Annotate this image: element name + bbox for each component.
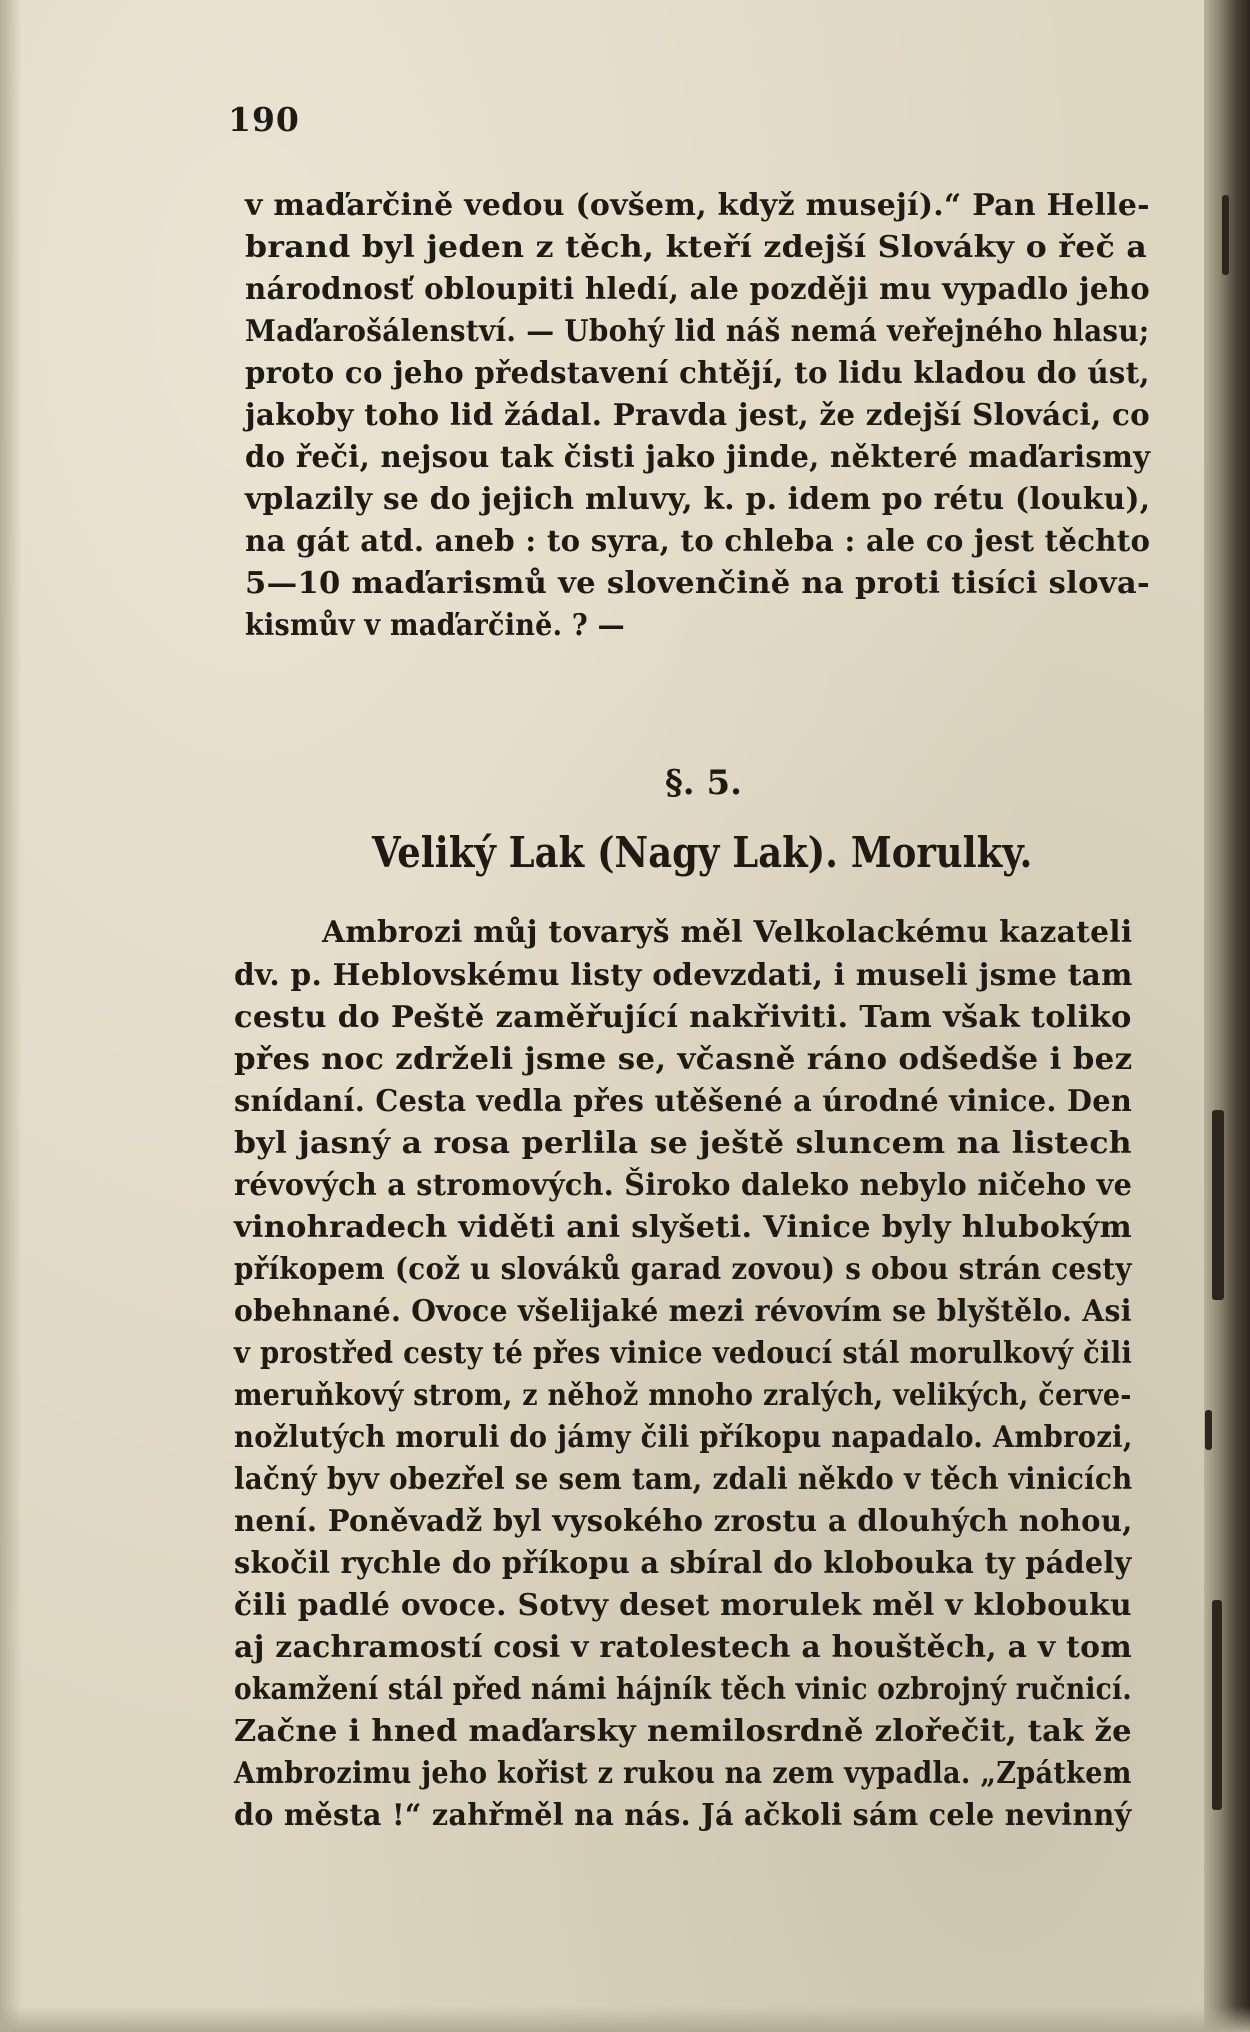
text-line: brand byl jeden z těch, kteří zdejší Slováky o řeč a (245, 230, 1148, 265)
text-line: meruňkový strom, z něhož mnoho zralých, velikých, červe- (234, 1378, 1132, 1413)
text-line: vinohradech viděti ani slyšeti. Vinice byly hlubokým (234, 1210, 1132, 1245)
section-title: Veliký Lak (Nagy Lak). Morulky. (372, 828, 1033, 877)
text-line: příkopem (což u slováků garad zovou) s obou strán cesty (234, 1252, 1132, 1287)
page-number: 190 (228, 100, 300, 139)
page-left-edge (0, 0, 22, 2032)
margin-ink-mark (1205, 1410, 1212, 1450)
text-line: aj zachramostí cosi v ratolestech a houštěch, a v tom (234, 1630, 1133, 1665)
text-line: národnosť obloupiti hledí, ale později mu vypadlo jeho (245, 272, 1150, 307)
text-line: byl jasný a rosa perlila se ještě sluncem na listech (234, 1126, 1132, 1161)
text-line: dv. p. Heblovskému listy odevzdati, i museli jsme tam (234, 958, 1133, 993)
margin-ink-mark (1212, 1600, 1222, 1810)
text-line: do řeči, nejsou tak čisti jako jinde, některé maďarismy (245, 440, 1151, 475)
text-line: 5—10 maďarismů ve slovenčině na proti tisíci slova- (245, 566, 1150, 601)
text-line: na gát atd. aneb : to syra, to chleba : ale co jest těchto (245, 524, 1151, 559)
text-line: v prostřed cesty té přes vinice vedoucí stál morulkový čili (234, 1336, 1133, 1371)
margin-ink-mark (1212, 1110, 1224, 1300)
text-line: v maďarčině vedou (ovšem, když musejí).“ Pan Helle- (245, 188, 1150, 223)
text-line: Maďarošálenství. — Ubohý lid náš nemá veřejného hlasu; (245, 314, 1150, 349)
margin-ink-mark (1222, 195, 1229, 275)
text-line: nožlutých moruli do jámy čili příkopu napadalo. Ambrozi, (234, 1420, 1133, 1455)
text-line: snídaní. Cesta vedla přes utěšené a úrodné vinice. Den (234, 1084, 1133, 1119)
text-line: skočil rychle do příkopu a sbíral do klobouka ty pádely (234, 1546, 1132, 1581)
text-line: jakoby toho lid žádal. Pravda jest, že zdejší Slováci, co (245, 398, 1150, 433)
text-line: Ambrozi můj tovaryš měl Velkolackému kazateli (322, 915, 1133, 950)
text-line: do města !“ zahřměl na nás. Já ačkoli sám cele nevinný (234, 1798, 1132, 1833)
text-line: lačný byv obezřel se sem tam, zdali někdo v těch vinicích (234, 1462, 1133, 1497)
text-line: čili padlé ovoce. Sotvy deset morulek měl v klobouku (234, 1588, 1132, 1623)
text-line: vplazily se do jejich mluvy, k. p. idem po rétu (louku), (245, 482, 1151, 517)
text-line: přes noc zdrželi jsme se, včasně ráno odšedše i bez (234, 1042, 1133, 1077)
text-line: obehnané. Ovoce všelijaké mezi révovím se blyštělo. Asi (234, 1294, 1132, 1329)
text-line: není. Poněvadž byl vysokého zrostu a dlouhých nohou, (234, 1504, 1133, 1539)
section-number: §. 5. (665, 763, 742, 803)
text-line: okamžení stál před námi hájník těch vinic ozbrojný ručnicí. (234, 1672, 1132, 1707)
book-binding-edge (1204, 0, 1250, 2032)
text-line: Začne i hned maďarsky nemilosrdně zlořečit, tak že (234, 1714, 1132, 1749)
text-line: révových a stromových. Široko daleko nebylo ničeho ve (234, 1168, 1133, 1203)
text-line: cestu do Peště zaměřující nakřiviti. Tam však toliko (234, 1000, 1132, 1035)
text-line: Ambrozimu jeho kořist z rukou na zem vypadla. „Zpátkem (234, 1756, 1132, 1791)
page-bottom-edge (0, 2006, 1250, 2032)
text-line: kismův v maďarčině. ? — (245, 608, 625, 643)
text-line: proto co jeho představení chtějí, to lidu kladou do úst, (245, 356, 1150, 391)
